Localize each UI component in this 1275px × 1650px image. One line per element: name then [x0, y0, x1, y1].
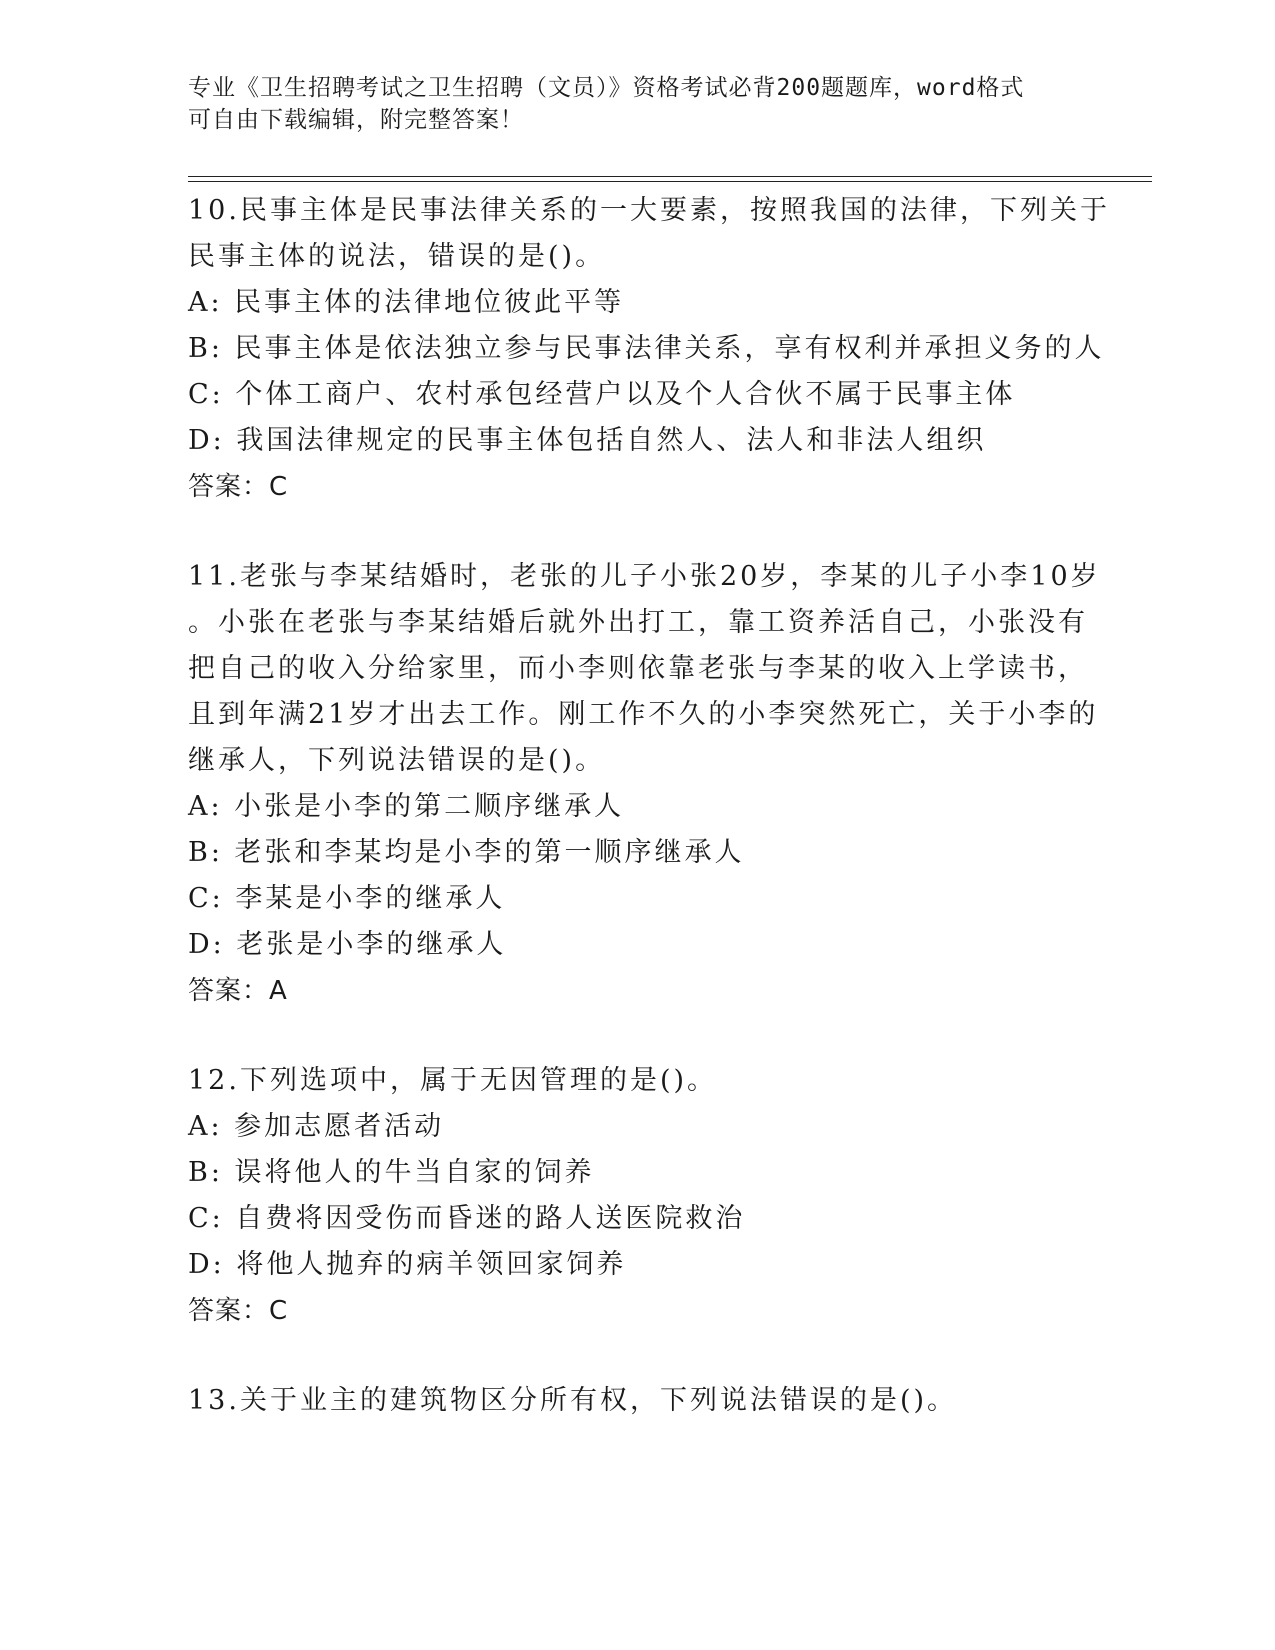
question-block: [188, 1058, 1088, 1334]
answer-option: C: 个体工商户、农村承包经营户以及个人合伙不属于民事主体: [188, 379, 1016, 410]
answer-key: 答案：A: [188, 976, 288, 1006]
question-stem-line: 10.民事主体是民事法律关系的一大要素，按照我国的法律，下列关于: [188, 195, 1110, 226]
header-line-2: 可自由下载编辑，附完整答案！: [188, 107, 524, 133]
answer-key: 答案：C: [188, 472, 289, 502]
answer-option: A: 小张是小李的第二顺序继承人: [188, 791, 625, 822]
answer-option: B: 误将他人的牛当自家的饲养: [188, 1157, 595, 1188]
question-list: [188, 188, 1110, 1468]
question-stem-line: 11.老张与李某结婚时，老张的儿子小张20岁，李某的儿子小李10岁: [188, 561, 1101, 592]
question-block: [188, 188, 1110, 510]
answer-option: B: 民事主体是依法独立参与民事法律关系，享有权利并承担义务的人: [188, 333, 1105, 364]
question-stem-line: 13.关于业主的建筑物区分所有权，下列说法错误的是()。: [188, 1385, 958, 1416]
document-header: [188, 72, 1068, 136]
answer-option: A: 参加志愿者活动: [188, 1111, 445, 1142]
answer-option: C: 李某是小李的继承人: [188, 883, 506, 914]
answer-key: 答案：C: [188, 1296, 289, 1326]
answer-option: A: 民事主体的法律地位彼此平等: [188, 287, 625, 318]
question-block: [188, 1378, 1088, 1424]
question-stem-line: 民事主体的说法，错误的是()。: [188, 241, 606, 272]
header-line-1: 专业《卫生招聘考试之卫生招聘（文员）》资格考试必背200题题库，word格式: [188, 75, 1025, 101]
question-stem-line: 。小张在老张与李某结婚后就外出打工，靠工资养活自己，小张没有: [188, 607, 1088, 638]
answer-option: C: 自费将因受伤而昏迷的路人送医院救治: [188, 1203, 746, 1234]
answer-option: B: 老张和李某均是小李的第一顺序继承人: [188, 837, 745, 868]
answer-option: D: 老张是小李的继承人: [188, 929, 507, 960]
header-divider-top: [188, 176, 1152, 177]
question-stem-line: 12.下列选项中，属于无因管理的是()。: [188, 1065, 718, 1096]
question-stem-line: 继承人，下列说法错误的是()。: [188, 745, 606, 776]
question-stem-line: 把自己的收入分给家里，而小李则依靠老张与李某的收入上学读书，: [188, 653, 1088, 684]
question-stem-line: 且到年满21岁才出去工作。刚工作不久的小李突然死亡，关于小李的: [188, 699, 1099, 730]
header-divider-bottom: [188, 181, 1152, 182]
answer-option: D: 我国法律规定的民事主体包括自然人、法人和非法人组织: [188, 425, 987, 456]
answer-option: D: 将他人抛弃的病羊领回家饲养: [188, 1249, 627, 1280]
question-block: [188, 554, 1101, 1014]
